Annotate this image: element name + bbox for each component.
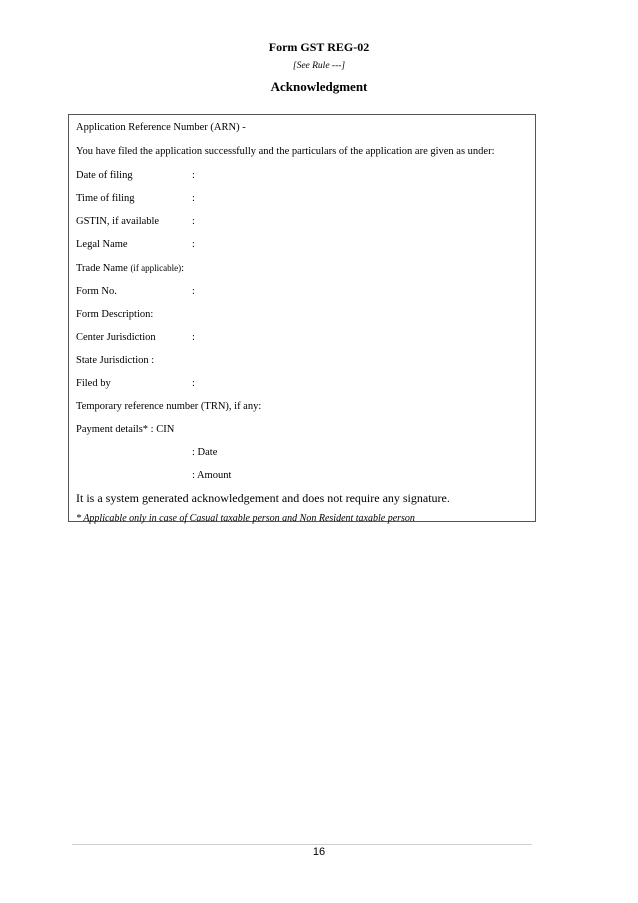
date-of-filing-row xyxy=(76,170,195,181)
filed-by-label: Filed by xyxy=(76,378,111,389)
acknowledgment-box xyxy=(68,114,536,522)
applicability-footnote: * Applicable only in case of Casual taxable person and Non Resident taxable person xyxy=(76,513,415,524)
date-of-filing-label: Date of filing xyxy=(76,170,133,181)
state-jurisdiction-row xyxy=(76,355,154,366)
time-of-filing-row xyxy=(76,193,195,204)
form-no-label: Form No. xyxy=(76,286,117,297)
page-heading: Acknowledgment xyxy=(270,79,368,94)
state-jurisdiction-label: State Jurisdiction xyxy=(76,355,149,366)
gstin-colon: : xyxy=(192,216,195,227)
trn-row: Temporary reference number (TRN), if any: xyxy=(76,401,262,412)
center-jurisdiction-label: Center Jurisdiction xyxy=(76,332,156,343)
state-jurisdiction-colon: : xyxy=(151,355,155,366)
gstin-row xyxy=(76,216,195,227)
form-no-row xyxy=(76,286,195,297)
trade-name-label: Trade Name xyxy=(76,263,128,274)
form-description-colon: : xyxy=(150,309,154,320)
footer-divider xyxy=(72,844,532,845)
legal-name-colon: : xyxy=(192,239,195,250)
form-description-row xyxy=(76,309,153,320)
trade-name-colon: : xyxy=(181,263,185,274)
filed-by-colon: : xyxy=(192,378,195,389)
payment-amount: : Amount xyxy=(192,470,232,481)
arn-line: Application Reference Number (ARN) - xyxy=(76,122,246,133)
time-of-filing-label: Time of filing xyxy=(76,193,135,204)
page-number: 16 xyxy=(312,846,326,858)
gstin-label: GSTIN, if available xyxy=(76,216,160,227)
time-of-filing-colon: : xyxy=(192,193,195,204)
payment-date: : Date xyxy=(192,447,218,458)
payment-details-label: Payment details* xyxy=(76,424,149,435)
payment-date-row xyxy=(76,447,217,458)
intro-text: You have filed the application successfully and the particulars of the application are given as under: xyxy=(76,146,495,157)
center-jurisdiction-row xyxy=(76,332,195,343)
trade-name-note: (if applicable) xyxy=(130,263,182,273)
payment-amount-row xyxy=(76,470,231,481)
center-jurisdiction-colon: : xyxy=(192,332,195,343)
form-description-label: Form Description xyxy=(76,309,151,320)
payment-cin: : CIN xyxy=(150,424,175,435)
trade-name-row xyxy=(76,263,184,274)
form-no-colon: : xyxy=(192,286,195,297)
legal-name-row xyxy=(76,239,195,250)
filed-by-row xyxy=(76,378,195,389)
form-title: Form GST REG-02 xyxy=(268,40,370,54)
payment-details-row xyxy=(76,424,174,435)
rule-reference: [See Rule ---] xyxy=(292,61,346,71)
legal-name-label: Legal Name xyxy=(76,239,128,250)
date-of-filing-colon: : xyxy=(192,170,195,181)
system-generated-note: It is a system generated acknowledgement and does not require any signature. xyxy=(76,491,450,505)
